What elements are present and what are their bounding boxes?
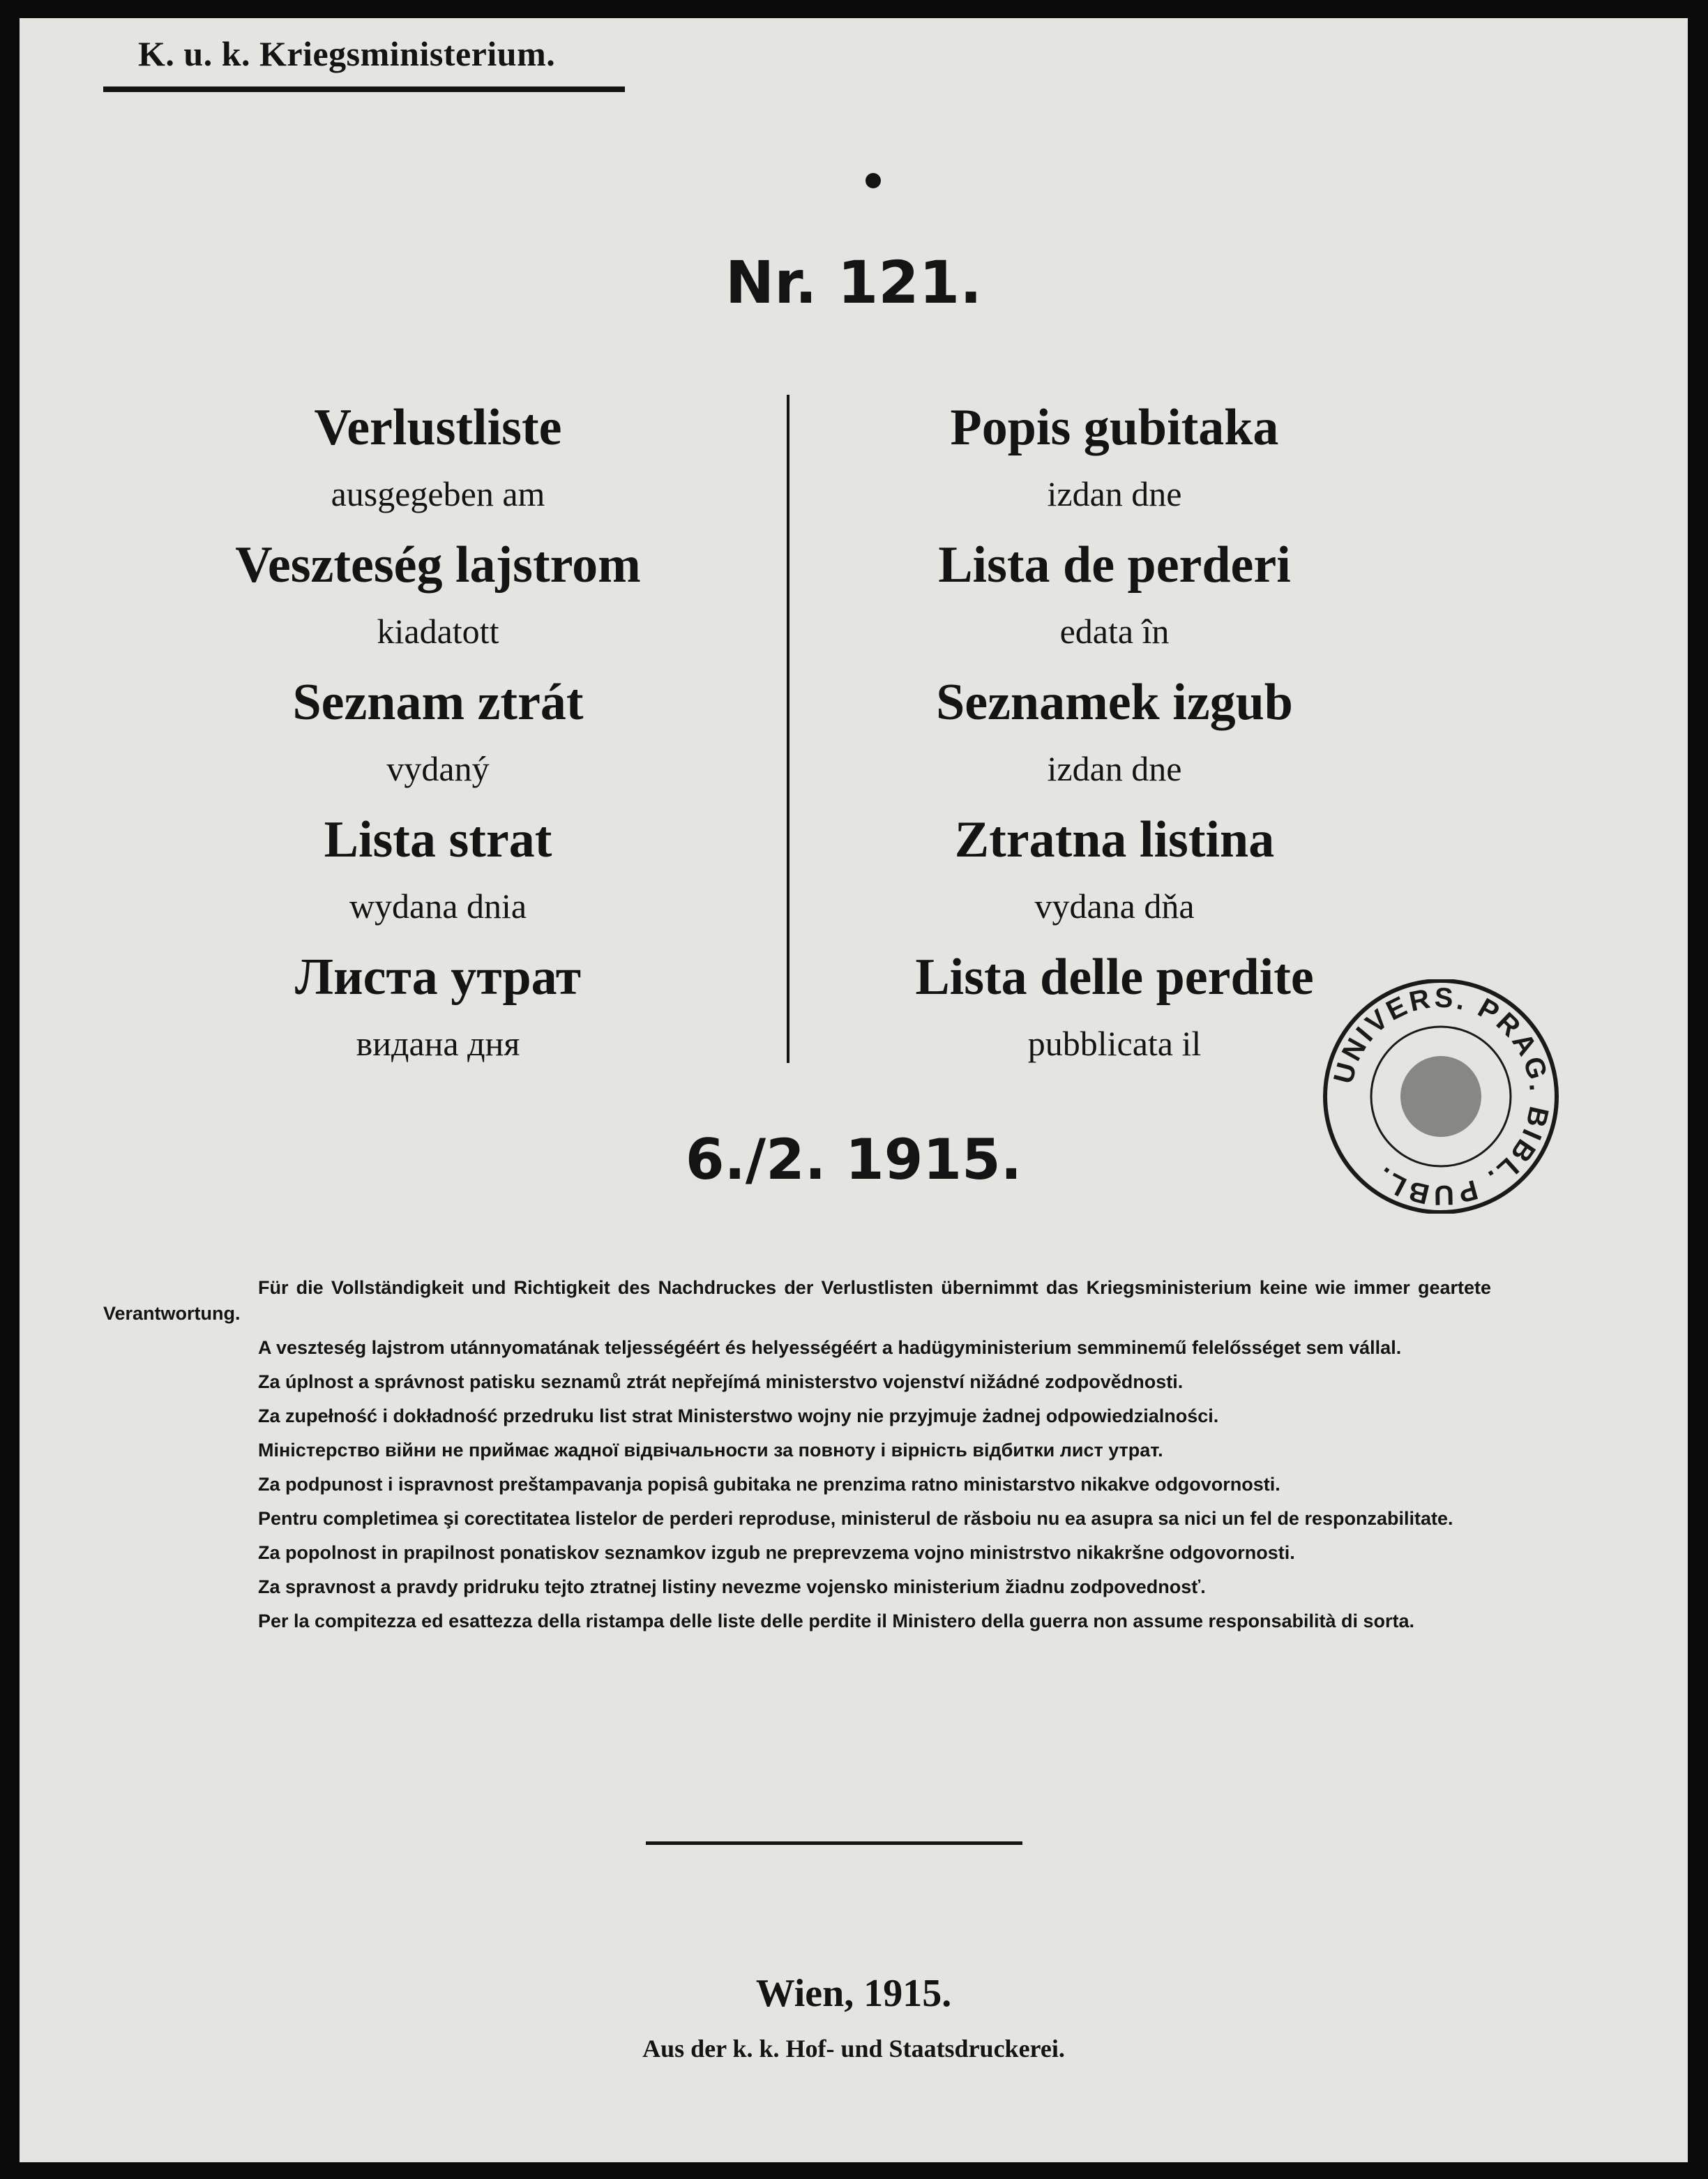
title-italian: Lista delle perdite [915,949,1314,1006]
disclaimer-slovenian: Za popolnost in prapilnost ponatiskov seznamkov izgub ne preprevzema vojno ministrstvo nikakršne odgovornosti. [258,1542,1295,1563]
title-croatian: Popis gubitaka [950,399,1279,456]
title-block-romanian [780,532,1449,670]
title-block-czech [103,670,773,807]
title-hungarian: Veszteség lajstrom [235,536,641,594]
title-block-slovenian [780,670,1449,807]
footer-rule [646,1841,1022,1845]
subtitle-polish: wydana dnia [349,887,527,926]
disclaimer-german: Für die Vollständigkeit und Richtigkeit des Nachdruckes der Verlustlisten übernimmt das Kriegsministerium keine wie immer geartete Verantwortung. [103,1277,1491,1324]
disclaimer-polish: Za zupełność i dokładność przedruku list strat Ministerstwo wojny nie przyjmuje żadnej odpowiedzialności. [258,1405,1219,1426]
title-ukrainian: Листа утрат [294,949,582,1006]
document-page [20,18,1688,2162]
subtitle-italian: pubblicata il [1027,1024,1202,1063]
title-block-german [103,395,773,532]
disclaimer-italian: Per la compitezza ed esattezza della ristampa delle liste delle perdite il Ministero della guerra non assume responsabilità di sorta. [258,1611,1415,1631]
subtitle-romanian: edata în [1059,612,1170,651]
subtitle-hungarian: kiadatott [377,612,499,651]
disclaimer-czech: Za úplnost a správnost patisku seznamů ztrát nepřejímá ministerstvo vojenství nižádné zodpovědnosti. [258,1371,1184,1392]
stamp-emblem-icon [1400,1056,1481,1137]
ministry-header: K. u. k. Kriegsministerium. [138,34,556,73]
disclaimer-ukrainian: Міністерство війни не приймає жадної відвічальности за повноту і вірність відбитки лист утрат. [258,1440,1163,1461]
stamp-text: UNIVERS. PRAG. BIBL. PUBL. [1328,982,1555,1211]
disclaimer-block [103,1275,1491,1643]
title-slovak: Ztratna listina [954,811,1275,868]
header-underline [103,86,625,92]
disclaimer-croatian: Za podpunost i ispravnost preštampavanja popisâ gubitaka ne prenzima ratno ministarstvo nikakve odgovornosti. [258,1474,1280,1495]
subtitle-slovak: vydana dňa [1034,887,1195,926]
title-block-ukrainian [103,944,773,1082]
subtitle-german: ausgegeben am [331,474,545,513]
titles-left-column [103,395,773,1082]
title-block-croatian [780,395,1449,532]
imprint-printer: Aus der k. k. Hof- und Staatsdruckerei. [642,2035,1065,2063]
title-block-polish [103,807,773,944]
title-block-hungarian [103,532,773,670]
issue-number: Nr. 121. [725,248,983,317]
disclaimer-hungarian: A veszteség lajstrom utánnyomatának teljességéért és helyességéért a hadügyministerium semminemű felelősséget sem vállal. [258,1337,1402,1358]
title-czech: Seznam ztrát [292,674,584,731]
subtitle-slovenian: izdan dne [1047,749,1182,788]
imprint-place: Wien, 1915. [755,1972,952,2015]
title-slovenian: Seznamek izgub [936,674,1293,731]
disclaimer-romanian: Pentru completimea şi corectitatea listelor de perderi reproduse, ministerul de răsboiu nu ea asupra sa nici un fel de responzabilitate. [258,1508,1453,1529]
subtitle-ukrainian: видана дня [356,1024,520,1063]
publication-date: 6./2. 1915. [685,1127,1022,1192]
disclaimer-slovak: Za spravnost a pravdy pridruku tejto ztratnej listiny nevezme vojensko ministerium žiadnu zodpovednosť. [258,1576,1206,1597]
title-polish: Lista strat [324,811,552,868]
title-block-slovak [780,807,1449,944]
title-german: Verlustliste [314,399,562,456]
subtitle-croatian: izdan dne [1047,474,1182,513]
subtitle-czech: vydaný [386,749,490,788]
title-romanian: Lista de perderi [938,536,1291,594]
ink-dot [866,173,881,188]
